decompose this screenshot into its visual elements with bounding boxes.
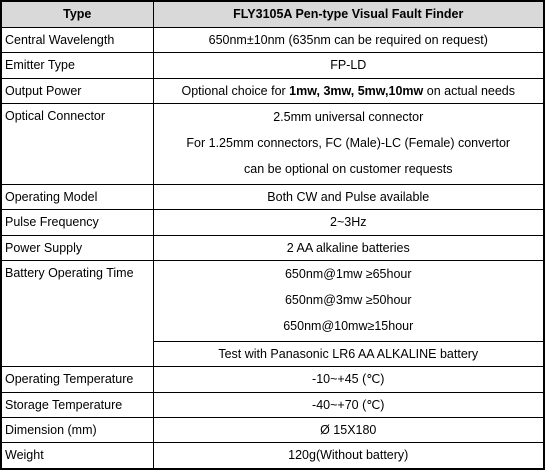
value-storage-temperature: -40~+70 (℃) [153, 392, 544, 417]
header-type: Type [1, 1, 153, 28]
table-row [1, 367, 544, 392]
value-optical-connector [153, 104, 544, 184]
battery-time-line-1: 650nm@1mw ≥65hour [284, 267, 412, 282]
label-output-power: Output Power [1, 78, 153, 103]
label-operating-model: Operating Model [1, 184, 153, 209]
value-battery-time [153, 261, 544, 341]
value-battery-note: Test with Panasonic LR6 AA ALKALINE battery [153, 341, 544, 366]
label-storage-temperature: Storage Temperature [1, 392, 153, 417]
label-emitter-type: Emitter Type [1, 53, 153, 78]
output-power-suffix: on actual needs [423, 83, 516, 98]
table-row [1, 78, 544, 103]
label-battery-time: Battery Operating Time [1, 261, 153, 367]
table-row [1, 104, 544, 184]
value-operating-temperature: -10~+45 (℃) [153, 367, 544, 392]
header-row [1, 1, 544, 28]
value-pulse-frequency: 2~3Hz [153, 210, 544, 235]
label-pulse-frequency: Pulse Frequency [1, 210, 153, 235]
table-row [1, 53, 544, 78]
table-row [1, 417, 544, 442]
table-row [1, 210, 544, 235]
value-dimension: Ø 15X180 [153, 417, 544, 442]
table-row [1, 235, 544, 260]
table-row [1, 184, 544, 209]
value-operating-model: Both CW and Pulse available [153, 184, 544, 209]
output-power-options: 1mw, 3mw, 5mw,10mw [289, 83, 424, 98]
table-row [1, 28, 544, 53]
optical-connector-line-2: For 1.25mm connectors, FC (Male)-LC (Female) convertor [186, 136, 511, 151]
value-power-supply: 2 AA alkaline batteries [153, 235, 544, 260]
label-power-supply: Power Supply [1, 235, 153, 260]
value-central-wavelength: 650nm±10nm (635nm can be required on request) [153, 28, 544, 53]
battery-time-line-2: 650nm@3mw ≥50hour [284, 293, 412, 308]
header-product: FLY3105A Pen-type Visual Fault Finder [153, 1, 544, 28]
label-optical-connector: Optical Connector [1, 104, 153, 184]
label-operating-temperature: Operating Temperature [1, 367, 153, 392]
value-output-power [153, 78, 544, 103]
table-row [1, 261, 544, 341]
table-row [1, 392, 544, 417]
battery-time-line-3: 650nm@10mw≥15hour [283, 319, 414, 334]
value-weight: 120g(Without battery) [153, 443, 544, 469]
optical-connector-line-3: can be optional on customer requests [244, 162, 453, 177]
output-power-prefix: Optional choice for [181, 83, 290, 98]
label-dimension: Dimension (mm) [1, 417, 153, 442]
label-weight: Weight [1, 443, 153, 469]
optical-connector-line-1: 2.5mm universal connector [273, 110, 424, 125]
table-row [1, 443, 544, 469]
value-emitter-type: FP-LD [153, 53, 544, 78]
label-central-wavelength: Central Wavelength [1, 28, 153, 53]
